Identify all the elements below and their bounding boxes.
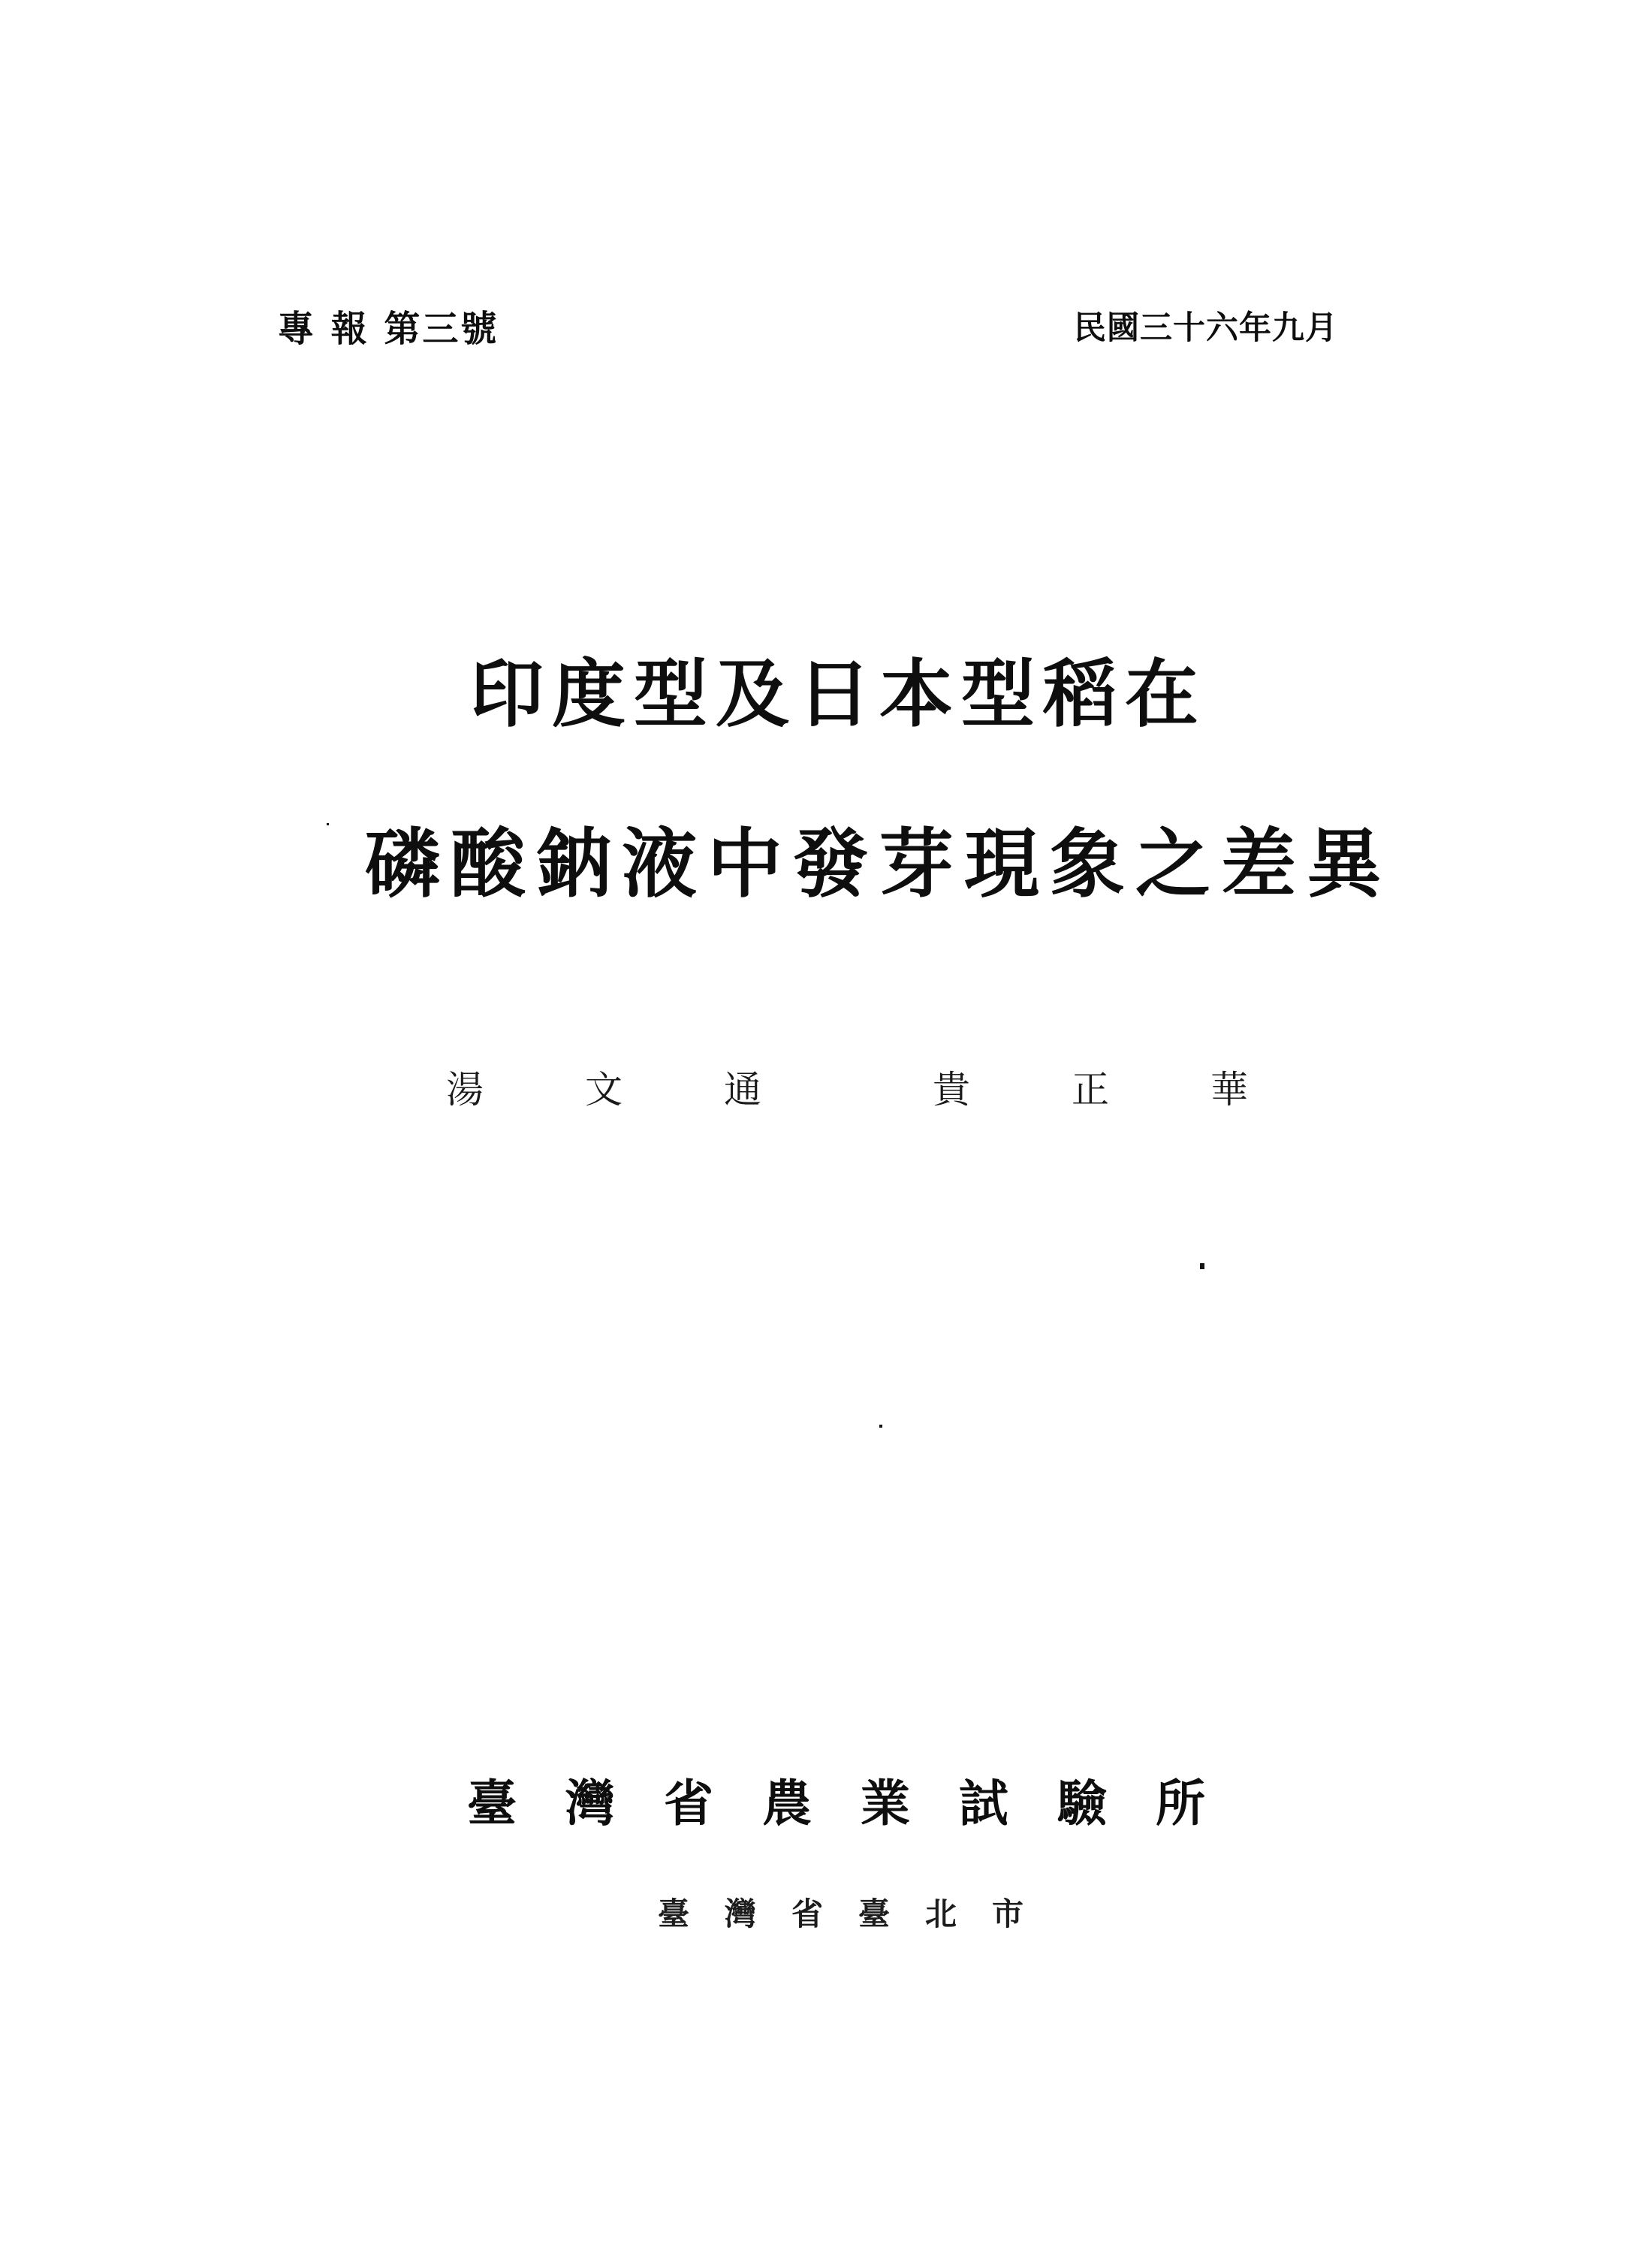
author-name-1: 湯文通: [446, 1068, 863, 1111]
publisher-location: 臺灣省臺北市: [658, 1896, 1060, 1932]
report-title-line2: 磷酸鈉液中發芽現象之差異: [365, 819, 1392, 908]
scan-speck: [879, 1425, 882, 1428]
publisher-institution: 臺灣省農業試驗所: [467, 1774, 1254, 1832]
scan-speck: [327, 823, 329, 825]
publication-date: 民國三十六年九月: [1074, 309, 1338, 347]
report-title-line1: 印度型及日本型稻在: [470, 651, 1207, 737]
series-number: 專 報 第三號: [278, 308, 499, 350]
scan-speck: [1200, 1263, 1204, 1269]
author-name-2: 貴正華: [933, 1068, 1349, 1111]
